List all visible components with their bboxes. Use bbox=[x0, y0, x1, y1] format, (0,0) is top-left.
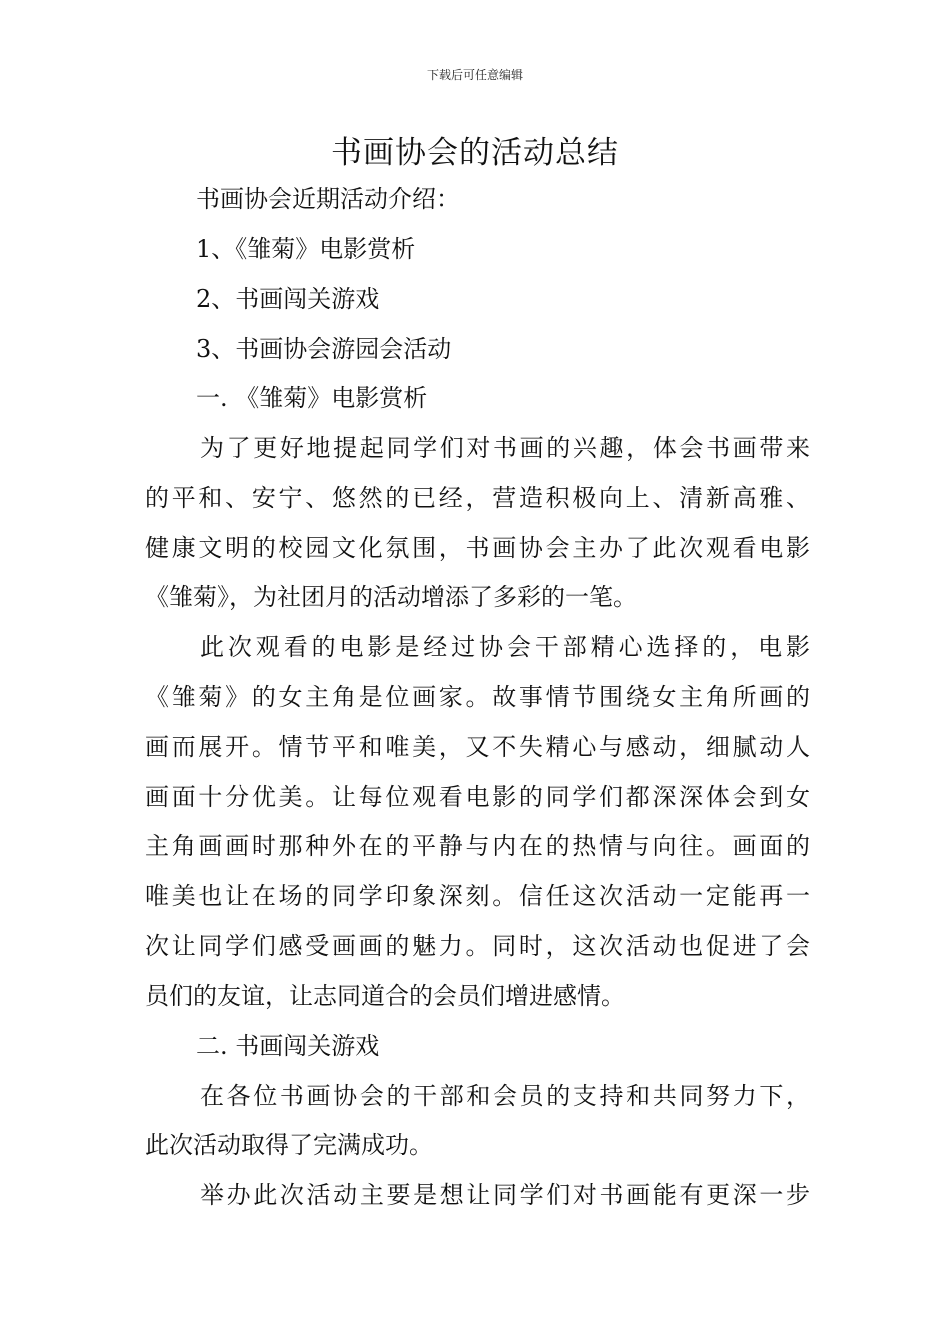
section1-para1-line-3: 健康文明的校园文化氛围，书画协会主办了此次观看电影 bbox=[145, 534, 810, 562]
section1-para1-line-4: 《雏菊》，为社团月的活动增添了多彩的一笔。 bbox=[145, 583, 637, 611]
section2-para1-line-2: 此次活动取得了完满成功。 bbox=[145, 1131, 433, 1159]
section1-para2-line-3: 画而展开。情节平和唯美，又不失精心与感动，细腻动人 bbox=[145, 733, 810, 761]
section1-para2-line-7: 次让同学们感受画画的魅力。同时，这次活动也促进了会 bbox=[145, 932, 810, 960]
section1-para2-line-6: 唯美也让在场的同学印象深刻。信任这次活动一定能再一 bbox=[145, 882, 810, 910]
section1-para2-line-4: 画面十分优美。让每位观看电影的同学们都深深体会到女 bbox=[145, 783, 810, 811]
section1-para1-line-1: 为了更好地提起同学们对书画的兴趣，体会书画带来 bbox=[200, 434, 810, 462]
section1-para2-line-2: 《雏菊》的女主角是位画家。故事情节围绕女主角所画的 bbox=[145, 683, 810, 711]
section2-heading: 二. 书画闯关游戏 bbox=[196, 1032, 380, 1060]
header-note: 下载后可任意编辑 bbox=[426, 68, 523, 82]
section1-para2-line-1: 此次观看的电影是经过协会干部精心选择的，电影 bbox=[200, 633, 810, 661]
intro-heading: 书画协会近期活动介绍： bbox=[196, 185, 460, 213]
section1-para2-line-8: 员们的友谊，让志同道合的会员们增进感情。 bbox=[145, 982, 625, 1010]
intro-item-1: 1、《雏菊》电影赏析 bbox=[196, 235, 416, 263]
section2-para1-line-1: 在各位书画协会的干部和会员的支持和共同努力下， bbox=[200, 1082, 810, 1110]
intro-item-3: 3、书画协会游园会活动 bbox=[196, 335, 452, 363]
section2-para2-line-1: 举办此次活动主要是想让同学们对书画能有更深一步 bbox=[200, 1181, 810, 1209]
section1-para1-line-2: 的平和、安宁、悠然的已经，营造积极向上、清新高雅、 bbox=[145, 484, 810, 512]
section1-para2-line-5: 主角画画时那种外在的平静与内在的热情与向往。画面的 bbox=[145, 832, 810, 860]
intro-item-2: 2、书画闯关游戏 bbox=[196, 285, 380, 313]
section1-heading: 一. 《雏菊》电影赏析 bbox=[196, 384, 428, 412]
document-title: 书画协会的活动总结 bbox=[331, 135, 619, 171]
